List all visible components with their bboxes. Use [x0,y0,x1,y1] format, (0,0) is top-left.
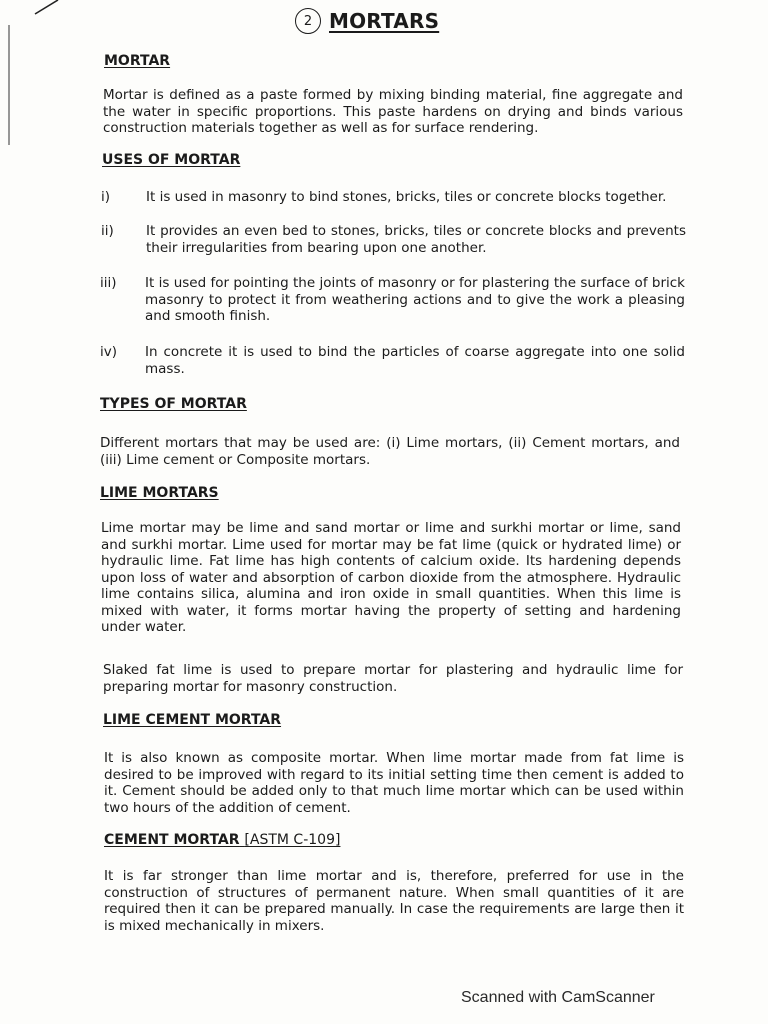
heading-mortar: MORTAR [104,53,171,69]
list-text: It is used in masonry to bind stones, bricks, tiles or concrete blocks together. [146,189,667,205]
list-number: iv) [100,344,118,360]
mortar-definition: Mortar is defined as a paste formed by mixing binding material, fine aggregate and the water in specific proportions. This paste hardens on drying and binds various construction materials together as well as for surface rendering. [103,87,683,136]
list-text: In concrete it is used to bind the particles of coarse aggregate into one solid mass. [145,344,685,377]
lime-text: Lime mortar may be lime and sand mortar or lime and surkhi mortar or lime, sand and surkhi mortar. Lime used for mortar may be fat lime (quick or hydrated lime) or hydraulic lime. Fat lime has high contents of calcium oxide. Its hardening depends upon loss of water and absorption of carbon dioxide from the atmosphere. Hydraulic lime contains silica, alumina and iron oxide in small quantities. When this lime is mixed with water, it forms mortar having the property of setting and hardening under water. [101,520,681,635]
heading-lime-cement-mortar: LIME CEMENT MORTAR [103,712,282,728]
heading-uses: USES OF MORTAR [102,152,241,168]
heading-types: TYPES OF MORTAR [100,396,247,412]
chapter-number-badge [295,8,321,34]
list-number: ii) [101,223,114,239]
heading-lime-mortars: LIME MORTARS [100,485,219,501]
list-text: It provides an even bed to stones, bricks, tiles or concrete blocks and prevents their irregularities from bearing upon one another. [146,223,686,256]
scanner-watermark: Scanned with CamScanner [461,989,655,1006]
heading-cement-mortar-label: CEMENT MORTAR [104,832,240,848]
title-row [295,8,439,34]
lime-text-2: Slaked fat lime is used to prepare mortar for plastering and hydraulic lime for preparing mortar for masonry construction. [103,662,683,695]
page-title: MORTARS [329,9,440,33]
heading-cement-mortar [104,832,340,848]
list-number: i) [101,189,111,205]
list-number: iii) [100,275,117,291]
astm-reference: [ASTM C-109] [244,832,341,848]
chapter-number: 2 [303,13,313,29]
types-text: Different mortars that may be used are: (i) Lime mortars, (ii) Cement mortars, and (iii) Lime cement or Composite mortars. [100,435,680,468]
list-text: It is used for pointing the joints of masonry or for plastering the surface of brick masonry to protect it from weathering actions and to give the work a pleasing and smooth finish. [145,275,685,324]
binding-edge-mark [8,25,10,145]
cement-text: It is far stronger than lime mortar and is, therefore, preferred for use in the construction of structures of permanent nature. When small quantities of it are required then it can be prepared manually. In case the requirements are large then it is mixed mechanically in mixers. [104,868,684,934]
lime-cement-text: It is also known as composite mortar. When lime mortar made from fat lime is desired to be improved with regard to its initial setting time then cement is added to it. Cement should be added only to that much lime mortar which can be used within two hours of the addition of cement. [104,750,684,816]
